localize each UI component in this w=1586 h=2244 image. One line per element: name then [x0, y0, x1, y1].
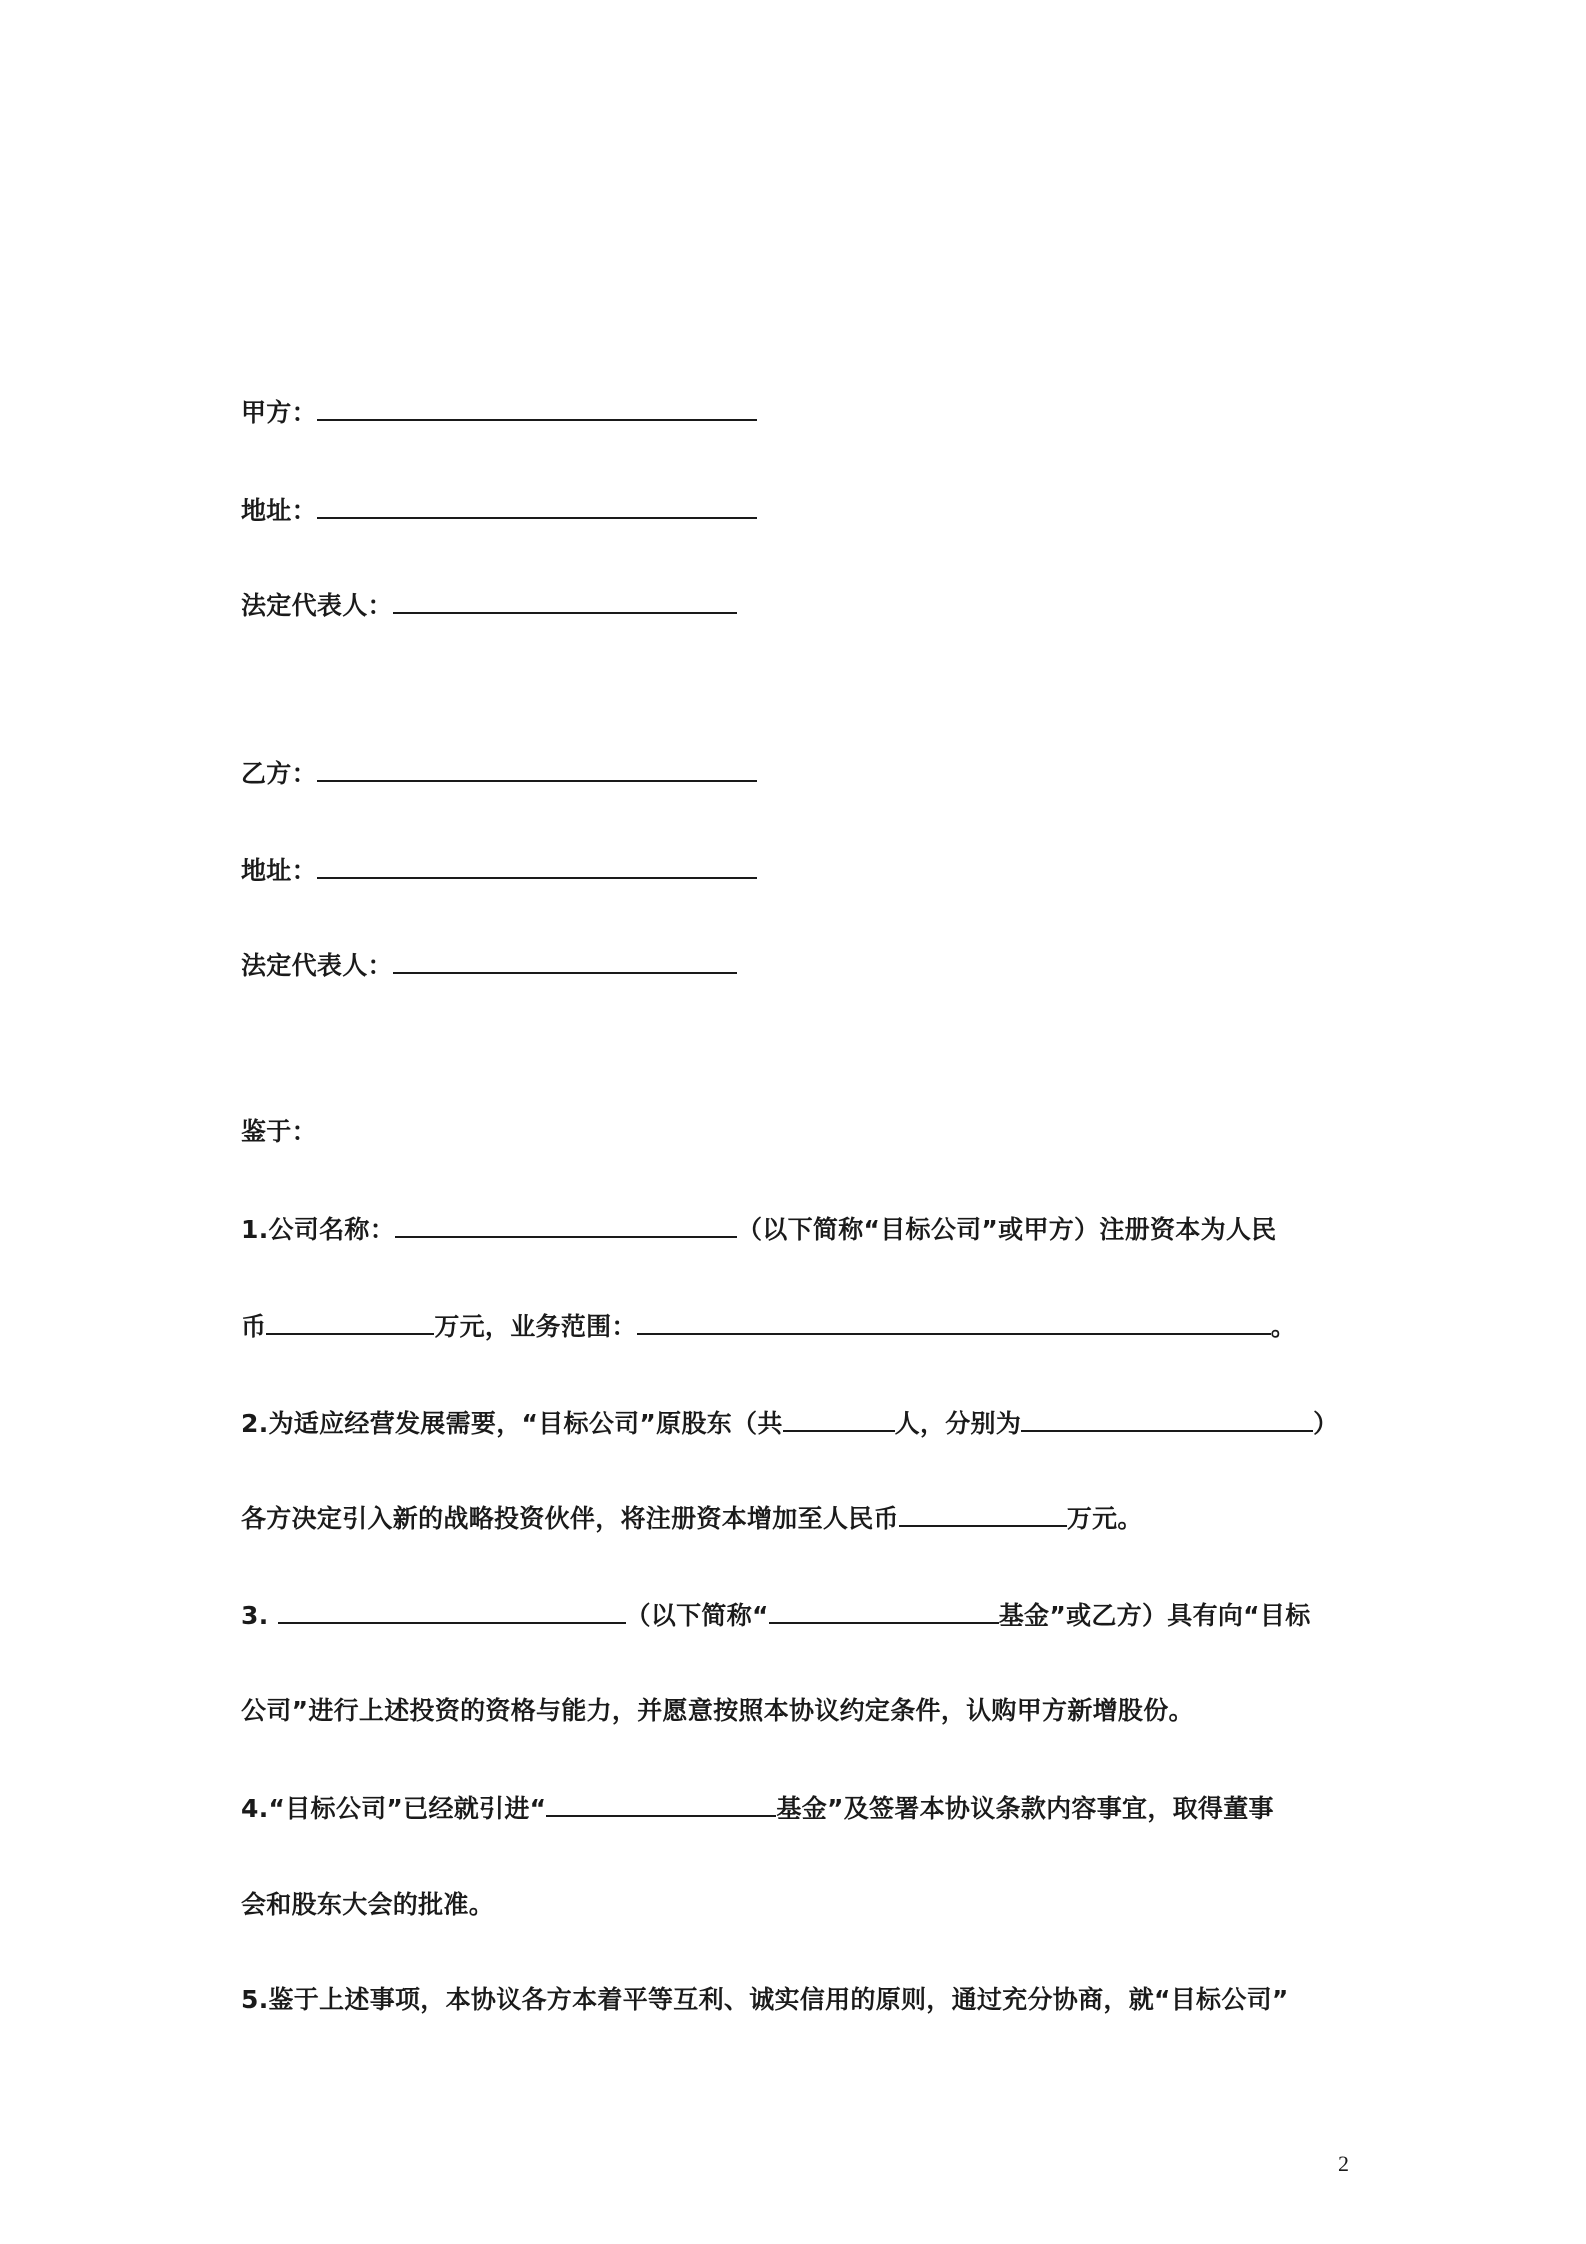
- clause-1-currency: 币: [241, 1312, 267, 1341]
- clause-3-line-1: [241, 1598, 1311, 1633]
- party-b-line: [241, 756, 757, 791]
- clause-3-investor-blank[interactable]: [278, 1598, 626, 1624]
- clause-1-text: （以下简称“目标公司”或甲方）注册资本为人民: [737, 1215, 1277, 1244]
- clause-1-scope-label: 万元，业务范围：: [434, 1312, 637, 1341]
- party-a-line: [241, 395, 757, 430]
- clause-5-line-1: 5.鉴于上述事项，本协议各方本着平等互利、诚实信用的原则，通过充分协商，就“目标公司”: [241, 1985, 1289, 2014]
- party-a-label: 甲方：: [241, 398, 317, 427]
- party-a-rep-line: [241, 588, 737, 623]
- clause-2-names-label: 人，分别为: [894, 1409, 1022, 1438]
- clause-1-capital-blank[interactable]: [266, 1309, 434, 1335]
- clause-2-unit: 万元。: [1066, 1504, 1143, 1533]
- party-a-address-blank[interactable]: [317, 493, 757, 519]
- clause-1-company-blank[interactable]: [395, 1212, 737, 1238]
- clause-1-line-2: [241, 1309, 1296, 1344]
- party-b-address-label: 地址：: [241, 856, 317, 885]
- clause-2-line-2: [241, 1501, 1143, 1536]
- party-b-rep-blank[interactable]: [393, 948, 737, 974]
- party-b-address-line: [241, 853, 757, 888]
- clause-3-text-2: 基金”或乙方）具有向“目标: [998, 1601, 1311, 1630]
- clause-2-text-2: 各方决定引入新的战略投资伙伴，将注册资本增加至人民币: [241, 1504, 899, 1533]
- clause-2-count-blank[interactable]: [783, 1406, 895, 1432]
- clause-3-text: （以下简称“: [625, 1601, 769, 1630]
- clause-2-line-1: [241, 1406, 1338, 1441]
- clause-1-end: 。: [1270, 1312, 1297, 1341]
- party-a-rep-label: 法定代表人：: [241, 591, 393, 620]
- party-a-rep-blank[interactable]: [393, 588, 737, 614]
- party-b-rep-line: [241, 948, 737, 983]
- party-b-address-blank[interactable]: [317, 853, 757, 879]
- clause-2-text: 2.为适应经营发展需要，“目标公司”原股东（共: [241, 1409, 783, 1438]
- party-b-name-blank[interactable]: [317, 756, 757, 782]
- party-b-label: 乙方：: [241, 759, 317, 788]
- clause-1-company-label: 1.公司名称：: [241, 1215, 395, 1244]
- clause-4-text: 4.“目标公司”已经就引进“: [241, 1794, 547, 1823]
- clause-1-line-1: [241, 1212, 1276, 1247]
- whereas-heading: 鉴于：: [241, 1117, 317, 1146]
- clause-4-line-2: 会和股东大会的批准。: [241, 1890, 495, 1919]
- party-a-address-line: [241, 493, 757, 528]
- clause-4-line-1: [241, 1791, 1274, 1826]
- clause-3-number: 3.: [241, 1601, 278, 1630]
- clause-4-text-2: 基金”及签署本协议条款内容事宜，取得董事: [776, 1794, 1274, 1823]
- page-number: 2: [1338, 2151, 1349, 2176]
- clause-2-close: ）: [1313, 1409, 1339, 1438]
- party-a-address-label: 地址：: [241, 496, 317, 525]
- clause-3-fund-blank[interactable]: [769, 1598, 999, 1624]
- clause-2-names-blank[interactable]: [1021, 1406, 1313, 1432]
- clause-1-scope-blank[interactable]: [637, 1309, 1271, 1335]
- party-b-rep-label: 法定代表人：: [241, 951, 393, 980]
- clause-2-capital-blank[interactable]: [899, 1501, 1067, 1527]
- clause-4-fund-blank[interactable]: [546, 1791, 776, 1817]
- clause-3-line-2: 公司”进行上述投资的资格与能力，并愿意按照本协议约定条件，认购甲方新增股份。: [241, 1696, 1194, 1725]
- party-a-name-blank[interactable]: [317, 395, 757, 421]
